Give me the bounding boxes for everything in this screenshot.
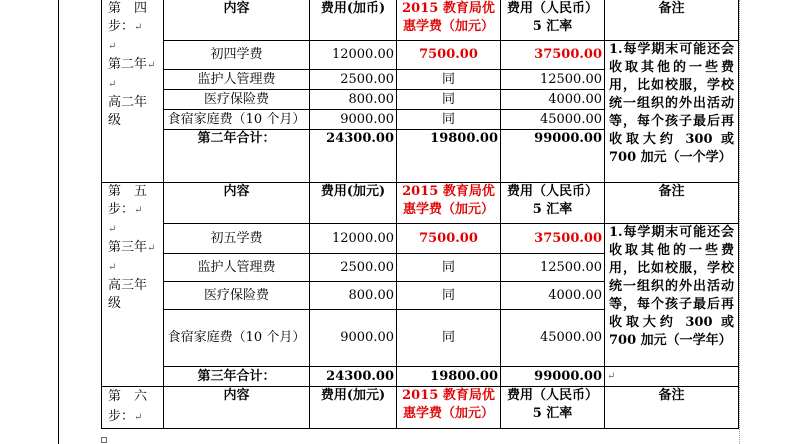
total-discount: 19800.00 xyxy=(397,367,501,387)
fee-cad: 9000.00 xyxy=(310,110,397,130)
grade-level-suffix: 级 xyxy=(108,113,122,128)
grade-level: 高三年 xyxy=(108,278,148,293)
step-label: 第 五 xyxy=(108,184,148,199)
fee-discount: 7500.00 xyxy=(397,41,501,70)
fee-rmb: 4000.00 xyxy=(501,282,605,310)
total-row xyxy=(102,367,739,387)
col-header-cad: 费用(加元) xyxy=(310,183,397,224)
fee-rmb: 45000.00 xyxy=(501,310,605,367)
grade-year: 第三年 xyxy=(108,240,148,255)
col-header-rmb: 费用（人民币） 5 汇率 xyxy=(501,183,605,224)
section-header-row xyxy=(102,183,739,224)
item-name: 食宿家庭费（10 个月） xyxy=(164,110,310,130)
note-cell: 1.每学期末可能还会收取其他的一些费用，比如校服，学校统一组织的外出活动等，每个孩子最后再收取大约 300 或 700 加元（一个学） xyxy=(605,41,739,183)
fee-discount: 同 xyxy=(397,90,501,110)
fee-rmb: 4000.00 xyxy=(501,90,605,110)
col-header-content: 内容 xyxy=(164,0,310,41)
col-header-cad: 费用(加币) xyxy=(310,0,397,41)
fee-cad: 2500.00 xyxy=(310,254,397,282)
fee-cad: 2500.00 xyxy=(310,70,397,90)
grade-year: 第二年 xyxy=(108,57,148,72)
fee-cad: 12000.00 xyxy=(310,224,397,254)
fee-discount: 同 xyxy=(397,70,501,90)
total-label: 第二年合计： xyxy=(164,130,310,183)
step-label-suffix: 步： xyxy=(108,202,135,217)
col-header-rmb: 费用（人民币） 5 汇率 xyxy=(501,387,605,429)
step-cell: 第 五 步：↵ ↵ 第三年↵ ↵ 高三年 级 xyxy=(102,183,164,387)
col-header-content: 内容 xyxy=(164,183,310,224)
fee-cad: 800.00 xyxy=(310,282,397,310)
col-header-discount: 2015 教育局优 惠学费（加元） xyxy=(397,0,501,41)
col-header-note: 备注 xyxy=(605,387,739,429)
col-header-cad: 费用(加元) xyxy=(310,387,397,429)
note-cell: 1.每学期末可能还会收取其他的一些费用，比如校服，学校统一组织的外出活动等，每个孩子最后再收取大约 300 或 700 加元（一学年） xyxy=(605,224,739,367)
fee-rmb: 45000.00 xyxy=(501,110,605,130)
empty-cell: ↵ xyxy=(605,367,739,387)
grade-level-suffix: 级 xyxy=(108,296,122,311)
step-label: 第 四 xyxy=(108,1,148,16)
grade-level: 高二年 xyxy=(108,95,148,110)
col-header-rmb: 费用（人民币） 5 汇率 xyxy=(501,0,605,41)
table-end-marker xyxy=(101,437,107,443)
item-name: 食宿家庭费（10 个月） xyxy=(164,310,310,367)
col-header-note: 备注 xyxy=(605,0,739,41)
col-header-note: 备注 xyxy=(605,183,739,224)
col-header-content: 内容 xyxy=(164,387,310,429)
item-name: 医疗保险费 xyxy=(164,90,310,110)
total-rmb: 99000.00 xyxy=(501,367,605,387)
item-name: 初四学费 xyxy=(164,41,310,70)
page-border-left xyxy=(58,0,59,444)
total-label: 第三年合计： xyxy=(164,367,310,387)
fee-rmb: 37500.00 xyxy=(501,224,605,254)
fee-discount: 同 xyxy=(397,254,501,282)
fee-cad: 800.00 xyxy=(310,90,397,110)
fee-rmb: 37500.00 xyxy=(501,41,605,70)
section-header-row xyxy=(102,0,739,41)
step-label: 第 六 xyxy=(108,389,148,404)
item-name: 监护人管理费 xyxy=(164,254,310,282)
table-row xyxy=(102,41,739,70)
fee-rmb: 12500.00 xyxy=(501,70,605,90)
section-header-row xyxy=(102,387,739,429)
step-label-suffix: 步： xyxy=(108,409,135,424)
total-rmb: 99000.00 xyxy=(501,130,605,183)
margin-guide xyxy=(739,0,740,444)
step-cell: 第 四 步：↵ ↵ 第二年↵ ↵ 高二年 级 xyxy=(102,0,164,183)
step-cell: 第 六 步：↵ xyxy=(102,387,164,429)
fee-table xyxy=(101,0,739,429)
fee-rmb: 12500.00 xyxy=(501,254,605,282)
fee-discount: 同 xyxy=(397,110,501,130)
fee-cad: 12000.00 xyxy=(310,41,397,70)
col-header-discount: 2015 教育局优 惠学费（加元） xyxy=(397,183,501,224)
step-label-suffix: 步： xyxy=(108,19,135,34)
item-name: 医疗保险费 xyxy=(164,282,310,310)
fee-discount: 同 xyxy=(397,282,501,310)
item-name: 监护人管理费 xyxy=(164,70,310,90)
col-header-discount: 2015 教育局优 惠学费（加元） xyxy=(397,387,501,429)
total-discount: 19800.00 xyxy=(397,130,501,183)
total-cad: 24300.00 xyxy=(310,130,397,183)
item-name: 初五学费 xyxy=(164,224,310,254)
fee-discount: 同 xyxy=(397,310,501,367)
fee-cad: 9000.00 xyxy=(310,310,397,367)
fee-discount: 7500.00 xyxy=(397,224,501,254)
table-row xyxy=(102,224,739,254)
total-cad: 24300.00 xyxy=(310,367,397,387)
